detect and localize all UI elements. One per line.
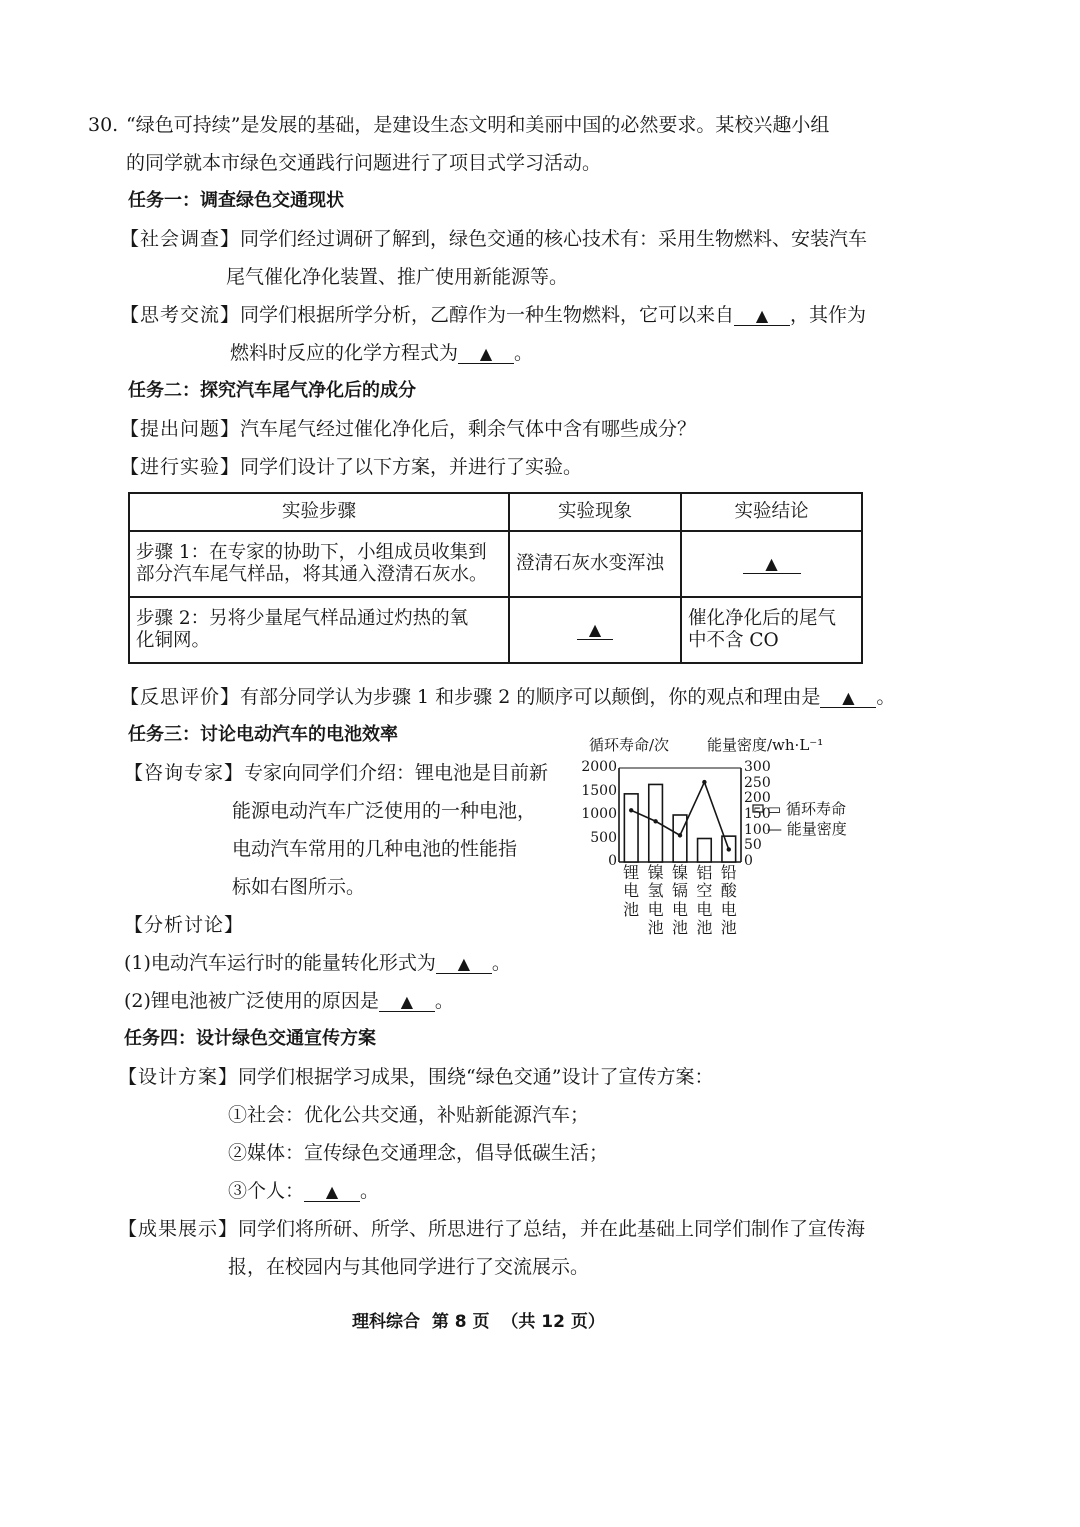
design-item2: ②媒体：宣传绿色交通理念，倡导低碳生活； xyxy=(228,1142,609,1164)
energy-density-point xyxy=(653,819,657,823)
cycle-life-bar xyxy=(673,815,687,862)
chart-ylabel-left: 循环寿命/次 xyxy=(589,736,670,754)
answer-blank-conclusion[interactable]: ▲ xyxy=(743,555,801,574)
legend-entry-density: — 能量密度 xyxy=(767,820,847,838)
left-tick-label: 500 xyxy=(590,829,617,846)
header-conclusion: 实验结论 xyxy=(681,493,862,531)
task2-heading: 任务二：探究汽车尾气净化后的成分 xyxy=(128,380,416,401)
answer-blank-reflect[interactable]: ▲ xyxy=(820,689,876,708)
row2-phenomenon xyxy=(509,597,681,663)
survey-line1: 【社会调查】同学们经过调研了解到，绿色交通的核心技术有：采用生物燃料、安装汽车 xyxy=(120,228,868,250)
cycle-life-bar xyxy=(624,794,638,862)
reflect-line: 【反思评价】有部分同学认为步骤 1 和步骤 2 的顺序可以颠倒，你的观点和理由是 ▲ 。 xyxy=(120,686,896,708)
answer-blank-personal[interactable]: ▲ xyxy=(304,1183,360,1202)
row2-step: 步骤 2：另将少量尾气样品通过灼热的氧 化铜网。 xyxy=(129,597,509,663)
ask-line: 【提出问题】汽车尾气经过催化净化后，剩余气体中含有哪些成分？ xyxy=(120,418,697,440)
legend-entry-cycle: ▭ 循环寿命 xyxy=(767,800,846,818)
show-tag: 【成果展示】 xyxy=(118,1218,239,1240)
design-line: 【设计方案】同学们根据学习成果，围绕“绿色交通”设计了宣传方案： xyxy=(118,1066,714,1088)
reflect-tag: 【反思评价】 xyxy=(120,686,241,708)
right-tick-label: 250 xyxy=(744,774,771,791)
table-row xyxy=(129,531,862,597)
table-header-row xyxy=(129,493,862,531)
consult-tag: 【咨询专家】 xyxy=(124,762,245,784)
header-phenomenon: 实验现象 xyxy=(509,493,681,531)
right-tick-label: 150 xyxy=(744,806,771,822)
task4-heading: 任务四：设计绿色交通宣传方案 xyxy=(124,1028,376,1049)
right-tick-label: 200 xyxy=(744,790,771,807)
right-tick-label: 50 xyxy=(744,837,762,854)
table-row xyxy=(129,597,862,663)
battery-chart xyxy=(575,732,875,947)
discuss-q1: (1)电动汽车运行时的能量转化形式为 ▲ 。 xyxy=(124,952,511,974)
category-label: 铅酸电池 xyxy=(720,863,737,938)
left-tick-label: 1000 xyxy=(581,806,617,822)
category-label: 铝空电池 xyxy=(696,863,713,938)
question-intro-line1: “绿色可持续”是发展的基础，是建设生态文明和美丽中国的必然要求。某校兴趣小组 xyxy=(126,114,830,136)
exp-line: 【进行实验】同学们设计了以下方案，并进行了实验。 xyxy=(120,456,583,478)
chart-ylabel-right: 能量密度/wh·L⁻¹ xyxy=(707,736,824,754)
right-tick-label: 100 xyxy=(744,821,771,838)
consult-line4: 标如右图所示。 xyxy=(232,876,366,898)
design-item3: ③个人： ▲ 。 xyxy=(228,1180,380,1202)
consult-line1: 【咨询专家】专家向同学们介绍：锂电池是目前新 xyxy=(124,762,549,784)
think-line2: 燃料时反应的化学方程式为 ▲ 。 xyxy=(230,342,534,364)
footer-page: 第 8 页 xyxy=(431,1312,490,1332)
category-label: 镍镉电池 xyxy=(671,863,688,938)
energy-density-point xyxy=(727,847,731,851)
answer-blank-reason[interactable]: ▲ xyxy=(379,993,435,1012)
show-line2: 报，在校园内与其他同学进行了交流展示。 xyxy=(228,1256,590,1278)
row1-step: 步骤 1：在专家的协助下，小组成员收集到 部分汽车尾气样品，将其通入澄清石灰水。 xyxy=(129,531,509,597)
page-footer xyxy=(352,1312,605,1332)
category-label: 镍氢电池 xyxy=(647,863,664,938)
answer-blank-energy[interactable]: ▲ xyxy=(436,955,492,974)
answer-blank-source[interactable]: ▲ xyxy=(734,307,790,326)
energy-density-point xyxy=(629,808,633,812)
design-tag: 【设计方案】 xyxy=(118,1066,239,1088)
think-line1: 【思考交流】同学们根据所学分析，乙醇作为一种生物燃料，它可以来自 ▲ ，其作为 xyxy=(120,304,867,326)
task1-heading: 任务一：调查绿色交通现状 xyxy=(128,190,344,211)
answer-blank-phenomenon[interactable]: ▲ xyxy=(577,621,613,640)
question-intro-line2: 的同学就本市绿色交通践行问题进行了项目式学习活动。 xyxy=(126,152,602,174)
left-tick-label: 0 xyxy=(608,853,617,869)
consult-line3: 电动汽车常用的几种电池的性能指 xyxy=(232,838,518,860)
row1-conclusion xyxy=(681,531,862,597)
header-steps: 实验步骤 xyxy=(129,493,509,531)
energy-density-point xyxy=(678,833,682,837)
category-label: 锂电池 xyxy=(623,863,640,919)
footer-total: （共 12 页） xyxy=(501,1312,605,1332)
task3-heading: 任务三：讨论电动汽车的电池效率 xyxy=(128,724,398,745)
left-tick-label: 2000 xyxy=(581,759,617,775)
right-tick-label: 0 xyxy=(744,853,753,869)
think-tag: 【思考交流】 xyxy=(120,304,241,326)
cycle-life-bar xyxy=(698,839,712,863)
show-line1: 【成果展示】同学们将所研、所学、所思进行了总结，并在此基础上同学们制作了宣传海 xyxy=(118,1218,866,1240)
footer-subject: 理科综合 xyxy=(352,1312,420,1332)
row1-phenomenon: 澄清石灰水变浑浊 xyxy=(509,531,681,597)
survey-line2: 尾气催化净化装置、推广使用新能源等。 xyxy=(226,266,569,288)
question-number: 30. xyxy=(88,114,119,136)
survey-tag: 【社会调查】 xyxy=(120,228,241,250)
exp-tag: 【进行实验】 xyxy=(120,456,241,478)
discuss-tag: 【分析讨论】 xyxy=(124,914,245,936)
energy-density-point xyxy=(702,780,706,784)
row2-conclusion: 催化净化后的尾气 中不含 CO xyxy=(681,597,862,663)
experiment-table xyxy=(128,492,863,664)
discuss-q2: (2)锂电池被广泛使用的原因是 ▲ 。 xyxy=(124,990,454,1012)
right-tick-label: 300 xyxy=(744,759,771,775)
answer-blank-equation[interactable]: ▲ xyxy=(458,345,514,364)
ask-tag: 【提出问题】 xyxy=(120,418,241,440)
design-item1: ①社会：优化公共交通，补贴新能源汽车； xyxy=(228,1104,590,1126)
left-tick-label: 1500 xyxy=(581,782,617,799)
consult-line2: 能源电动汽车广泛使用的一种电池， xyxy=(232,800,537,822)
